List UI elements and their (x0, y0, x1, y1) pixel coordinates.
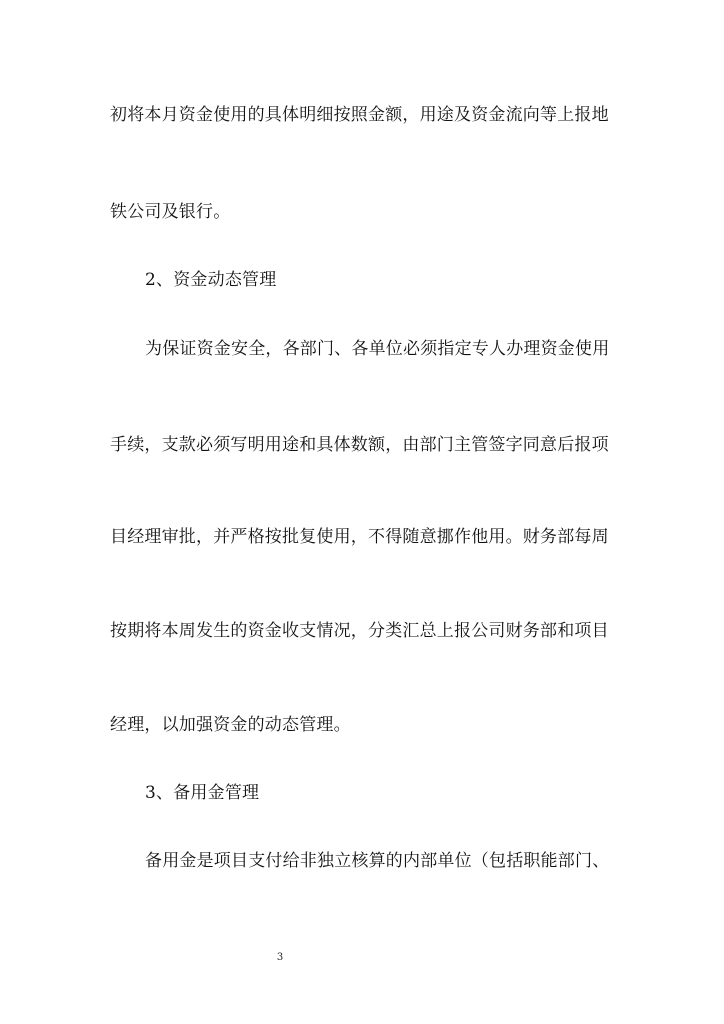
section-heading: 3、备用金管理 (145, 783, 260, 803)
body-text-line: 初将本月资金使用的具体明细按照金额，用途及资金流向等上报地 (110, 105, 609, 125)
body-text-line: 为保证资金安全，各部门、各单位必须指定专人办理资金使用 (145, 339, 610, 359)
body-text-line: 按期将本周发生的资金收支情况，分类汇总上报公司财务部和项目 (110, 621, 609, 641)
body-text-line: 备用金是项目支付给非独立核算的内部单位（包括职能部门、 (145, 851, 610, 871)
section-heading: 2、资金动态管理 (145, 270, 277, 290)
body-text-line: 铁公司及银行。 (110, 202, 231, 222)
body-text-line: 目经理审批，并严格按批复使用，不得随意挪作他用。财务部每周 (110, 527, 609, 547)
page-number: 3 (276, 952, 284, 963)
body-text-line: 手续，支款必须写明用途和具体数额，由部门主管签字同意后报项 (110, 435, 609, 455)
body-text-line: 经理，以加强资金的动态管理。 (110, 715, 351, 735)
